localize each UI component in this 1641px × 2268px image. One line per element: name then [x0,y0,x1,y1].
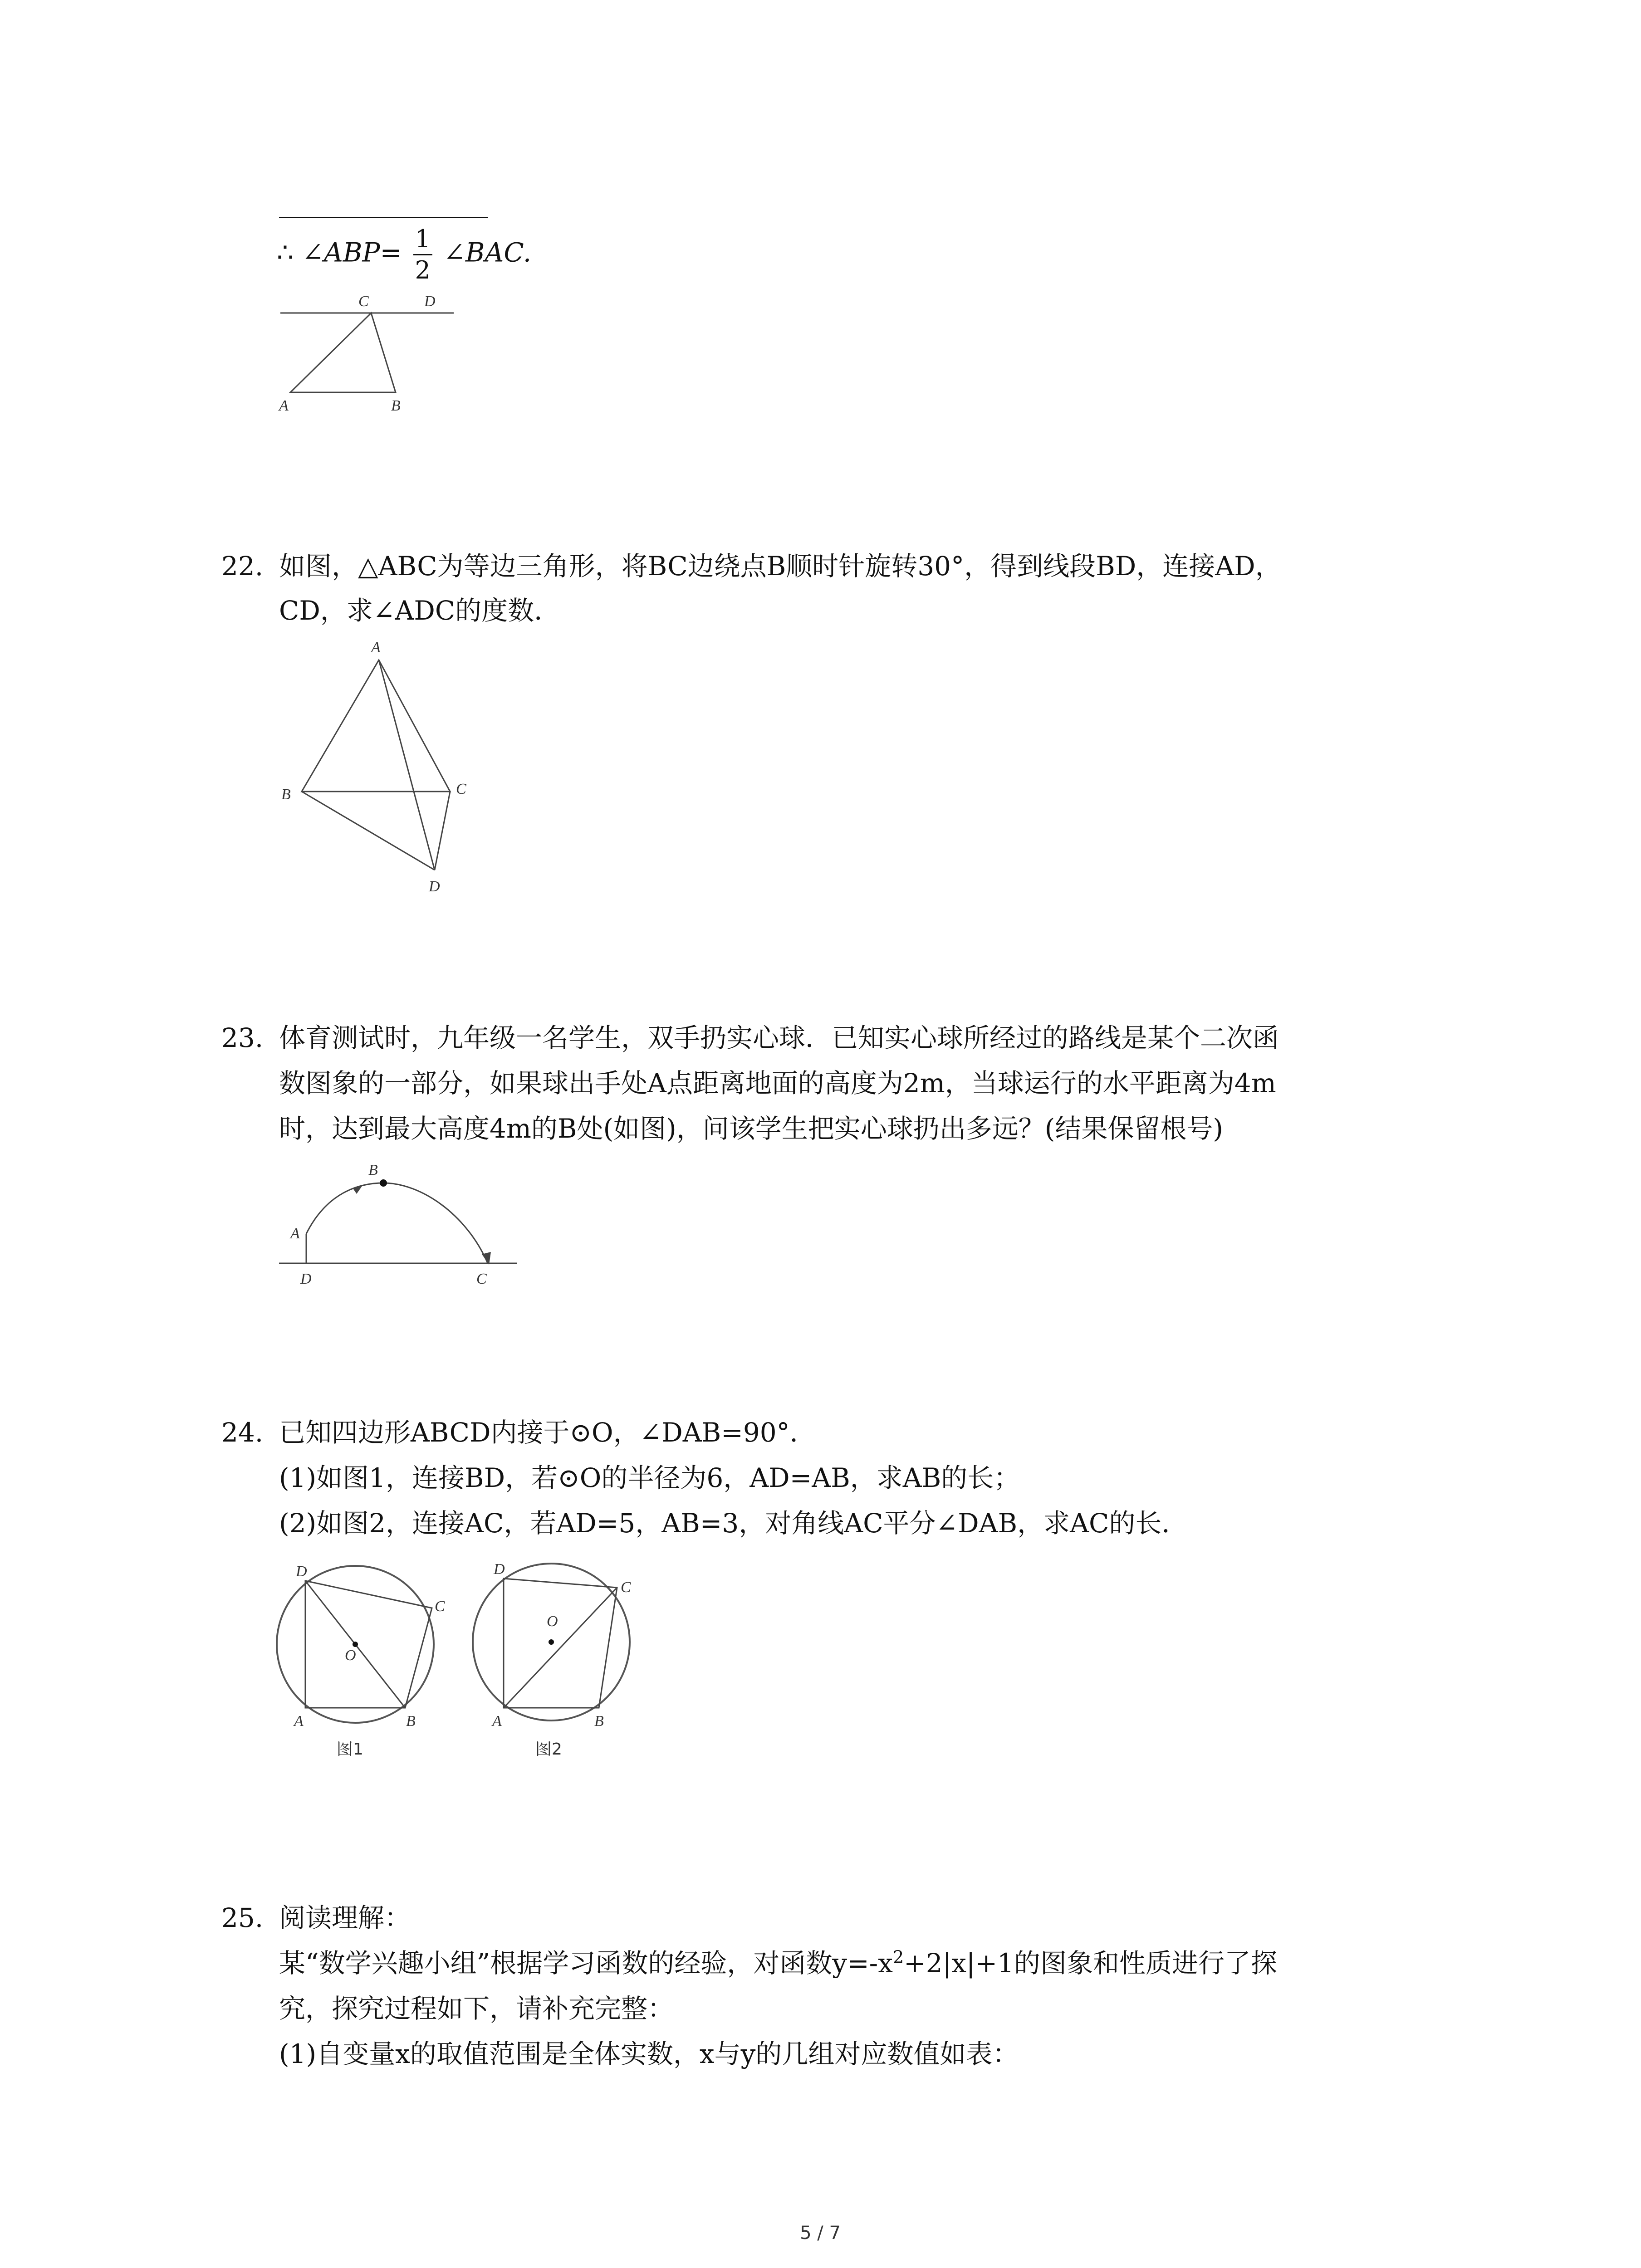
page-number: 5 / 7 [800,2223,841,2244]
q22-figure [272,635,508,898]
label-c: C [621,1579,631,1596]
fraction-numerator: 1 [413,227,432,255]
q25-line-2: 究，探究过程如下，请补充完整： [279,1993,674,2024]
label-a: A [371,639,381,656]
diagonal-ac [504,1588,617,1708]
label-b: B [281,786,291,803]
label-b: B [594,1713,604,1730]
label-c: C [456,781,466,797]
half-fraction [413,227,432,283]
label-a: A [279,397,289,414]
q22-number: 22. [221,551,264,582]
q22-line-2: CD，求∠ADC的度数． [279,595,561,626]
q21-figure [272,281,463,417]
label-d: D [429,878,440,895]
q24-line-1: 已知四边形ABCD内接于⊙O，∠DAB=90°． [279,1417,816,1448]
point-b-dot [380,1179,387,1187]
triangle-abc [290,313,396,392]
q24-figure-2 [472,1551,662,1760]
segment-bd [302,792,435,870]
q23-line-3: 时，达到最大高度4m的B处(如图)，问该学生把实心球扔出多远？(结果保留根号) [279,1113,1224,1144]
segment-ad [379,660,435,870]
label-c: C [435,1598,445,1615]
label-c: C [358,293,369,310]
label-o: O [345,1647,356,1664]
q23-line-1: 体育测试时，九年级一名学生，双手扔实心球．已知实心球所经过的路线是某个二次函 [279,1022,1279,1053]
q25-line-1-part-b: +2|x|+1的图象和性质进行了探 [904,1948,1277,1979]
label-b: B [368,1162,378,1178]
label-b: B [391,397,401,414]
label-a: A [294,1713,304,1730]
figure-2-caption: 图2 [535,1740,562,1759]
q25-line-3: (1)自变量x的取值范围是全体实数，x与y的几组对应数值如表： [279,2038,1019,2069]
figure-1-caption: 图1 [337,1740,363,1759]
label-d: D [494,1561,505,1578]
therefore-symbol: ∴ [277,237,294,268]
label-o: O [547,1613,558,1630]
fraction-overline [279,217,488,218]
q24-number: 24. [221,1417,264,1448]
quadrilateral-abcd [305,1581,432,1708]
q24-line-2: (1)如图1，连接BD，若⊙O的半径为6，AD=AB，求AB的长； [279,1462,1020,1493]
quadrilateral-abcd [504,1579,617,1708]
center-o [353,1642,358,1647]
center-o [549,1639,554,1645]
label-a: A [290,1225,300,1242]
conclusion-left: ∠ABP= [302,237,402,268]
q23-figure [272,1161,526,1297]
triangle-abc [302,660,450,792]
q23-line-2: 数图象的一部分，如果球出手处A点距离地面的高度为2m，当球运行的水平距离为4m [279,1068,1276,1099]
fraction-denominator: 2 [415,256,431,284]
label-b: B [406,1713,416,1730]
q25-line-1-part-a: 某“数学兴趣小组”根据学习函数的经验，对函数y=-x [279,1948,893,1979]
segment-cd [435,792,450,870]
conclusion-right: ∠BAC. [443,237,532,268]
q23-number: 23. [221,1022,264,1053]
q25-line-1 [279,1941,1277,1985]
q25-number: 25. [221,1902,264,1933]
q22-line-1: 如图，△ABC为等边三角形，将BC边绕点B顺时针旋转30°，得到线段BD，连接AD， [279,551,1282,582]
q21-conclusion [277,227,531,283]
exponent: 2 [892,1947,904,1967]
label-c: C [476,1271,487,1287]
label-a: A [492,1713,502,1730]
label-d: D [424,293,436,310]
ball-trajectory [306,1183,488,1263]
q24-line-3: (2)如图2，连接AC，若AD=5，AB=3，对角线AC平分∠DAB，求AC的长． [279,1508,1188,1539]
q24-figure-1 [272,1551,463,1760]
label-d: D [300,1271,312,1287]
q25-title: 阅读理解： [279,1902,411,1933]
label-d: D [296,1563,307,1580]
